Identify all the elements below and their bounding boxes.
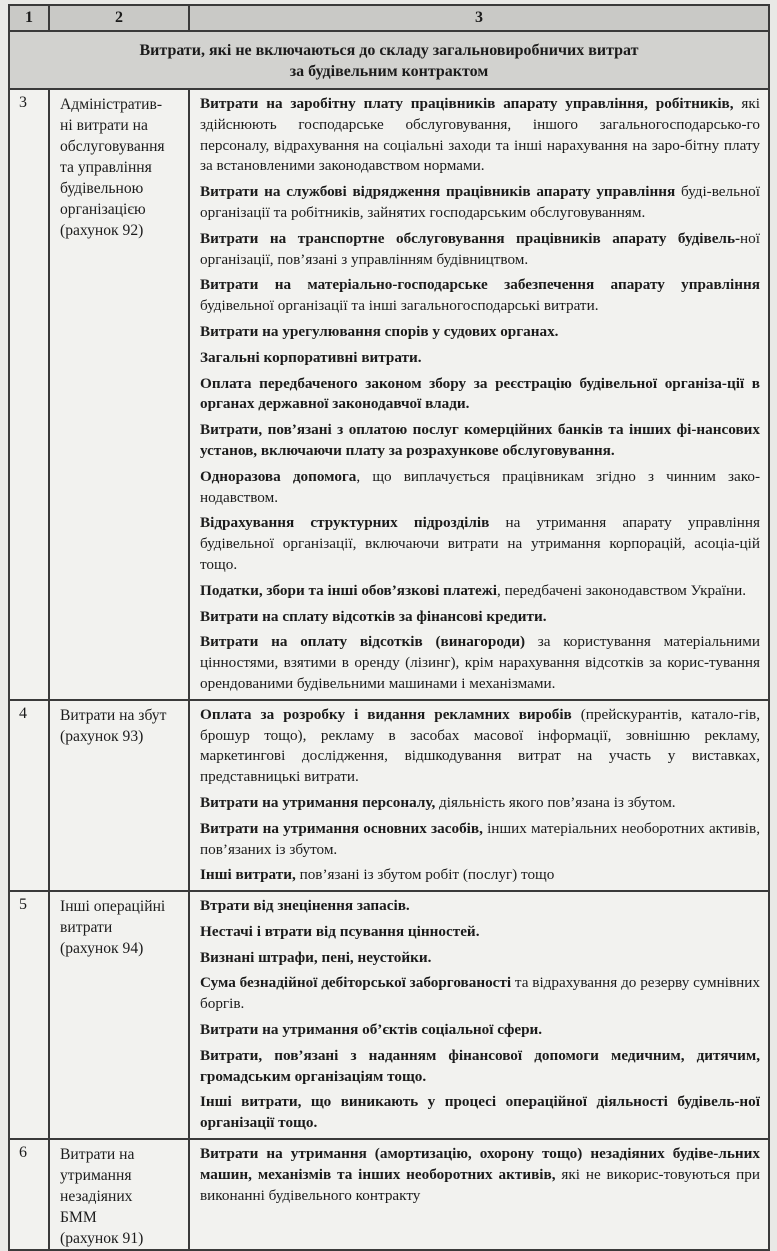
item-bold-text: Витрати на утримання основних засобів, — [200, 819, 483, 837]
expense-category — [49, 89, 189, 700]
description-item — [200, 819, 760, 861]
item-bold-text: Витрати на службові відрядження працівників апарату управління — [200, 183, 676, 201]
expense-category — [49, 700, 189, 891]
description-item — [200, 182, 760, 224]
row-number: 3 — [9, 89, 49, 700]
category-line: БММ — [60, 1209, 97, 1227]
item-regular-text: будівельної організації та інші загальногосподарські витрати. — [200, 297, 599, 315]
item-bold-text: Витрати на оплату відсотків (винагороди) — [200, 633, 525, 651]
description-item — [200, 896, 760, 917]
description-item — [200, 948, 760, 969]
item-bold-text: Одноразова допомога — [200, 467, 357, 485]
category-line: ні витрати на — [60, 117, 148, 134]
item-bold-text: Витрати на утримання об’єктів соціальної сфери. — [200, 1021, 543, 1039]
item-regular-text: які не викорис-товуються при виконанні будівельного контракту — [200, 1165, 760, 1204]
header-col-2: 2 — [49, 5, 189, 31]
description-item — [200, 513, 760, 575]
description-item — [200, 705, 760, 788]
item-bold-text: Втрати від знецінення запасів. — [200, 897, 410, 915]
category-line: організацією — [60, 201, 146, 218]
category-line: витрати — [60, 919, 113, 937]
category-line: Витрати на — [60, 1146, 135, 1164]
category-line: (рахунок 94) — [60, 940, 144, 958]
expense-description — [189, 700, 769, 891]
category-line: та управління — [60, 159, 152, 176]
item-bold-text: Сума безнадійної дебіторської заборгованості — [200, 974, 512, 992]
item-bold-text: Витрати, пов’язані з оплатою послуг комерційних банків та інших фі-нансових установ, включаючи плату за розрахункове обслуговування. — [200, 421, 760, 459]
description-item — [200, 973, 760, 1015]
item-bold-text: Нестачі і втрати від псування цінностей. — [200, 922, 480, 940]
row-number: 4 — [9, 700, 49, 891]
item-regular-text: буді-вельної організації та робітників, зайнятих господарським обслуговуванням. — [200, 183, 760, 221]
description-item — [200, 581, 760, 602]
item-bold-text: Витрати на заробітну плату працівників апарату управління, робітників, — [200, 95, 734, 112]
description-item — [200, 420, 760, 462]
description-item — [200, 1144, 760, 1206]
description-item — [200, 229, 760, 271]
item-bold-text: Витрати, пов’язані з наданням фінансової допомоги медичним, дитячим, громадським організаціям тощо. — [200, 1046, 760, 1085]
expense-description — [189, 89, 769, 700]
description-item — [200, 467, 760, 509]
table-row — [9, 700, 769, 891]
item-regular-text: які здійснюють господарське обслуговування, іншого загальногосподарсько-го персоналу, відрахування на соціальні заходи та інші нарахування на заро-бітну плату за встановленими законодавством нормами. — [200, 95, 760, 175]
description-item — [200, 322, 760, 343]
table-header-row — [9, 5, 769, 31]
description-item — [200, 922, 760, 943]
item-regular-text: на утримання апарату управління будівельної організації, включаючи витрати на утримання корпорацій, асоціа-цій тощо. — [200, 514, 760, 573]
item-regular-text: ної організації, пов’язані з управлінням будівництвом. — [200, 229, 760, 268]
item-regular-text: діяльність якого пов’язана із збутом. — [435, 793, 676, 811]
item-bold-text: Податки, збори та інші обов’язкові платежі — [200, 581, 498, 599]
description-item — [200, 1020, 760, 1041]
category-line: (рахунок 91) — [60, 1230, 144, 1248]
category-line: обслуговування — [60, 138, 165, 155]
item-bold-text: Інші витрати, — [200, 866, 296, 884]
expenses-table — [8, 4, 770, 1251]
description-item — [200, 632, 760, 694]
expense-description — [189, 1139, 769, 1250]
description-item — [200, 1092, 760, 1134]
category-line: (рахунок 92) — [60, 222, 144, 239]
category-line: будівельною — [60, 180, 144, 197]
row-number: 5 — [9, 891, 49, 1139]
expense-category — [49, 891, 189, 1139]
category-line: Інші операційні — [60, 898, 166, 916]
description-item — [200, 1046, 760, 1088]
item-regular-text: інших матеріальних необоротних активів, пов’язаних із збутом. — [200, 819, 760, 858]
category-line: (рахунок 93) — [60, 727, 144, 745]
table-caption — [9, 31, 769, 89]
description-item — [200, 348, 760, 369]
item-regular-text: , що виплачується працівникам згідно з чинним зако-нодавством. — [200, 467, 761, 506]
expense-category — [49, 1139, 189, 1250]
item-bold-text: Витрати на урегулювання спорів у судових органах. — [200, 322, 559, 340]
expense-description — [189, 891, 769, 1139]
item-bold-text: Витрати на утримання (амортизацію, охорону тощо) незадіяних будіве-льних машин, механізмів та інших необоротних активів, — [200, 1145, 760, 1183]
caption-line-1: Витрати, які не включаються до складу загальновиробничих витрат — [139, 42, 639, 59]
description-item — [200, 793, 760, 814]
item-bold-text: Загальні корпоративні витрати. — [200, 348, 422, 366]
table-row — [9, 1139, 769, 1250]
item-regular-text: , передбачені законодавством України. — [497, 581, 747, 599]
table-row — [9, 891, 769, 1139]
category-line: утримання — [60, 1167, 132, 1185]
row-number: 6 — [9, 1139, 49, 1250]
category-line: Витрати на збут — [60, 706, 167, 724]
document-page — [8, 4, 768, 1251]
description-item — [200, 607, 760, 628]
table-row — [9, 89, 769, 700]
description-item — [200, 275, 760, 317]
description-item — [200, 865, 760, 886]
item-bold-text: Інші витрати, що виникають у процесі операційної діяльності будівель-ної організації тощо. — [200, 1093, 760, 1132]
item-bold-text: Визнані штрафи, пені, неустойки. — [200, 948, 432, 966]
caption-line-2: за будівельним контрактом — [289, 63, 489, 80]
item-regular-text: та відрахування до резерву сумнівних боргів. — [200, 974, 761, 1013]
item-regular-text: (прейскурантів, катало-гів, брошур тощо), рекламу в засобах масової інформації, зовнішню рекламу, маркетингові дослідження, відшкодування витрат на участь у виставках, представницькі витрати. — [200, 705, 761, 786]
item-bold-text: Витрати на утримання персоналу, — [200, 793, 436, 811]
item-bold-text: Оплата передбаченого законом збору за реєстрацію будівельної організа-ції в органах державної законодавчої влади. — [200, 374, 760, 413]
header-col-1: 1 — [9, 5, 49, 31]
item-bold-text: Витрати на транспортне обслуговування працівників апарату будівель- — [200, 229, 741, 247]
item-bold-text: Оплата за розробку і видання рекламних виробів — [200, 705, 572, 723]
item-regular-text: за користування матеріальними цінностями, взятими в оренду (лізинг), крім нарахування відсотків за корис-тування орендованими будівельними машинами і механізмами. — [200, 633, 760, 692]
item-regular-text: пов’язані із збутом робіт (послуг) тощо — [295, 866, 555, 884]
description-item — [200, 94, 760, 177]
header-col-3: 3 — [189, 5, 769, 31]
item-bold-text: Витрати на сплату відсотків за фінансові кредити. — [200, 607, 547, 625]
description-item — [200, 374, 760, 416]
category-line: Адміністратив- — [60, 96, 163, 113]
category-line: незадіяних — [60, 1188, 133, 1206]
item-bold-text: Витрати на матеріально-господарське забезпечення апарату управління — [200, 276, 760, 294]
item-bold-text: Відрахування структурних підрозділів — [200, 514, 490, 532]
table-caption-row — [9, 31, 769, 89]
